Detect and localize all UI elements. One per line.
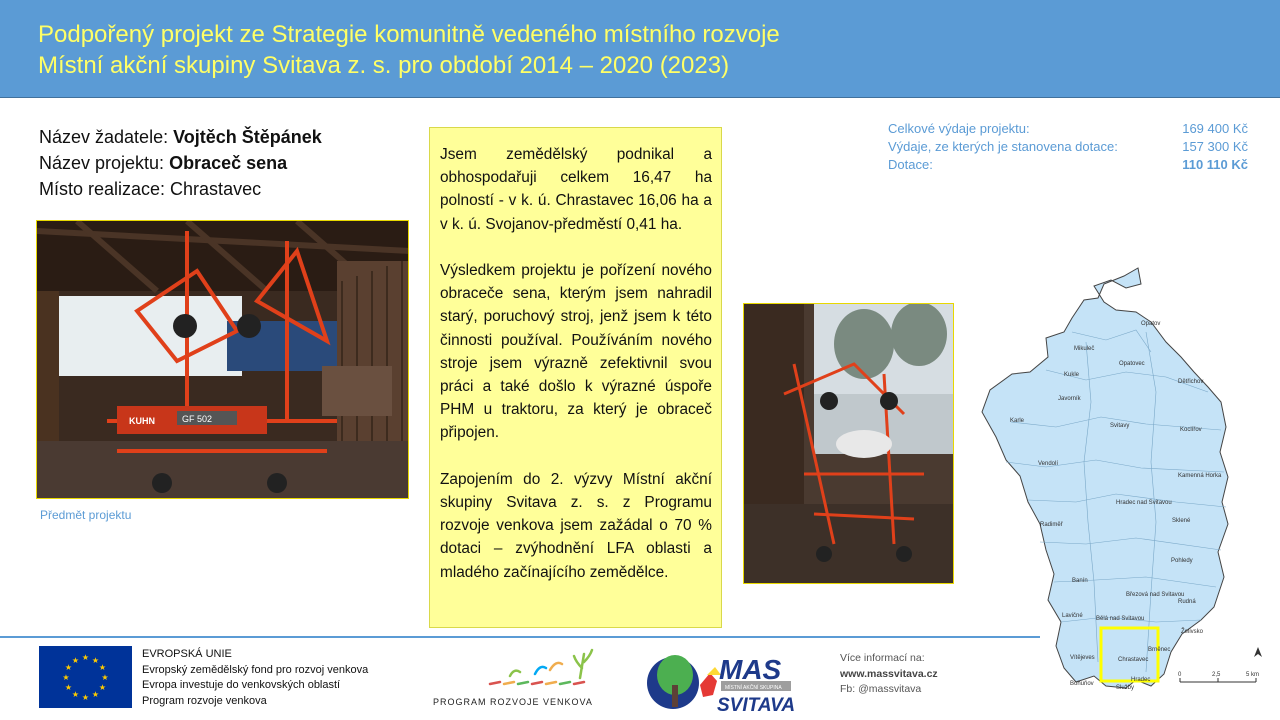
place-row	[39, 179, 261, 200]
contact-info	[840, 651, 938, 698]
project-row	[39, 153, 287, 174]
project-description	[429, 127, 722, 628]
town-label-2: Opatovec	[1119, 361, 1145, 367]
town-label-19: Bělá nad Svitavou	[1096, 616, 1145, 622]
town-label-6: Karle	[1010, 418, 1025, 424]
town-label-12: Radiměř	[1040, 522, 1063, 528]
machine-model-label: GF 502	[182, 414, 213, 424]
svg-text:★: ★	[91, 690, 100, 699]
svg-text:★: ★	[98, 683, 107, 692]
applicant-value: Vojtěch Štěpánek	[173, 127, 322, 147]
svg-text:★: ★	[101, 673, 109, 682]
scale-label-2: 5 km	[1246, 672, 1260, 678]
place-label: Místo realizace:	[39, 179, 171, 199]
contact-label: Více informací na:	[840, 652, 925, 664]
north-arrow-icon	[1254, 647, 1262, 657]
svg-text:★: ★	[98, 663, 107, 672]
eu-invest: Evropa investuje do venkovských oblastí	[142, 679, 341, 691]
total-costs-label: Celkové výdaje projektu:	[888, 121, 1030, 136]
town-label-3: Kukle	[1064, 372, 1080, 378]
prv-logo	[480, 646, 600, 688]
town-label-9: Vendolí	[1038, 461, 1059, 467]
eligible-costs-row	[888, 138, 1250, 156]
eligible-costs-value: 157 300 Kč	[1182, 139, 1248, 154]
mas-name: SVITAVA	[717, 695, 795, 715]
description-paragraph-2: Výsledkem projektu je pořízení nového obraceče sena, kterým jsem nahradil starý, poruchový stroj, jenž jsem k této činnosti používal. Používáním nového stroje jsem výrazně zefektivnil svou práci a také došlo k výrazné úspoře PHM u traktoru, za který je obraceč připojen.	[440, 262, 712, 442]
eu-funding-text	[142, 647, 368, 709]
project-photo-1	[36, 220, 409, 499]
svg-text:★: ★	[62, 673, 70, 682]
town-label-20: Želivsko	[1181, 629, 1204, 635]
project-costs	[888, 120, 1250, 174]
town-label-24: Bohuňov	[1070, 681, 1094, 687]
town-label-4: Dětřichov	[1178, 379, 1204, 385]
town-label-11: Hradec nad Svitavou	[1116, 500, 1172, 506]
svg-text:★: ★	[64, 663, 73, 672]
town-label-5: Javorník	[1058, 396, 1081, 402]
description-paragraph-1: Jsem zemědělský podnikal a obhospodařuji celkem 16,47 ha polností - v k. ú. Chrastavec 16,06 ha a v k. ú. Svojanov-předměstí 0,41 ha.	[440, 146, 712, 233]
grant-value: 110 110 Kč	[1182, 157, 1248, 172]
svg-text:★: ★	[71, 690, 80, 699]
description-paragraph-3: Zapojením do 2. výzvy Místní akční skupiny Svitava z. s. z Programu rozvoje venkova jsem zažádal o 70 % dotaci – zvýhodnění LFA oblasti a mladého začínajícího zemědělce.	[440, 470, 712, 581]
town-label-26: Služby	[1116, 685, 1135, 691]
mas-title: MAS	[719, 654, 782, 685]
region-map	[976, 262, 1266, 692]
contact-website-link[interactable]: www.massvitava.cz	[840, 667, 938, 680]
eu-flag-logo	[39, 646, 132, 708]
total-costs-value: 169 400 Kč	[1182, 121, 1248, 136]
footer-divider	[0, 636, 1040, 638]
svg-text:★: ★	[91, 656, 100, 665]
eu-program: Program rozvoje venkova	[142, 694, 267, 707]
header-banner	[0, 0, 1280, 98]
town-label-18: Lavičné	[1062, 613, 1083, 619]
eligible-costs-label: Výdaje, ze kterých je stanovena dotace:	[888, 139, 1118, 154]
svg-text:★: ★	[71, 656, 80, 665]
contact-facebook[interactable]	[840, 682, 938, 698]
applicant-row	[39, 127, 322, 148]
header-title-line-2: Místní akční skupiny Svitava z. s. pro období 2014 – 2020 (2023)	[38, 52, 730, 79]
town-label-10: Kamenná Horka	[1178, 473, 1222, 479]
town-label-14: Pohledy	[1171, 558, 1193, 564]
grant-label: Dotace:	[888, 157, 933, 172]
project-photo-2	[743, 303, 954, 584]
town-label-17: Rudná	[1178, 599, 1196, 605]
mas-subtitle: MÍSTNÍ AKČNÍ SKUPINA	[725, 685, 782, 691]
svg-text:★: ★	[81, 653, 90, 662]
project-value: Obraceč sena	[169, 153, 288, 173]
eu-title: EVROPSKÁ UNIE	[142, 648, 232, 660]
photo-caption: Předmět projektu	[40, 508, 132, 522]
town-label-1: Mikuleč	[1074, 346, 1095, 352]
svg-text:★: ★	[81, 693, 90, 702]
contact-facebook-text: Fb: @massvitava	[840, 683, 922, 695]
mas-svitava-logo	[645, 645, 795, 715]
prv-label: PROGRAM ROZVOJE VENKOVA	[433, 697, 593, 707]
svg-text:★: ★	[64, 683, 73, 692]
machine-brand-label: KUHN	[129, 416, 155, 426]
applicant-label: Název žadatele:	[39, 127, 174, 147]
town-label-7: Svitavy	[1110, 423, 1130, 429]
town-label-0: Opatov	[1141, 321, 1161, 327]
scale-label-1: 2,5	[1212, 672, 1221, 678]
map-scale-bar	[1178, 672, 1259, 682]
town-label-22: Chrastavec	[1118, 657, 1149, 663]
town-label-23: Brněnec	[1148, 647, 1171, 653]
town-label-8: Koclířov	[1180, 427, 1202, 433]
town-label-15: Banín	[1072, 578, 1088, 584]
town-label-21: Vítějeves	[1070, 655, 1095, 661]
town-label-13: Sklené	[1172, 518, 1191, 524]
scale-label-0: 0	[1178, 672, 1182, 678]
total-costs-row	[888, 120, 1250, 138]
place-value: Chrastavec	[170, 179, 262, 199]
town-label-16: Březová nad Svitavou	[1126, 592, 1185, 598]
header-title-line-1: Podpořený projekt ze Strategie komunitně vedeného místního rozvoje	[38, 21, 780, 48]
eu-fund: Evropský zemědělský fond pro rozvoj venkova	[142, 663, 369, 676]
town-label-25: Hradec	[1131, 677, 1151, 683]
grant-row	[888, 156, 1250, 174]
project-label: Název projektu:	[39, 153, 170, 173]
